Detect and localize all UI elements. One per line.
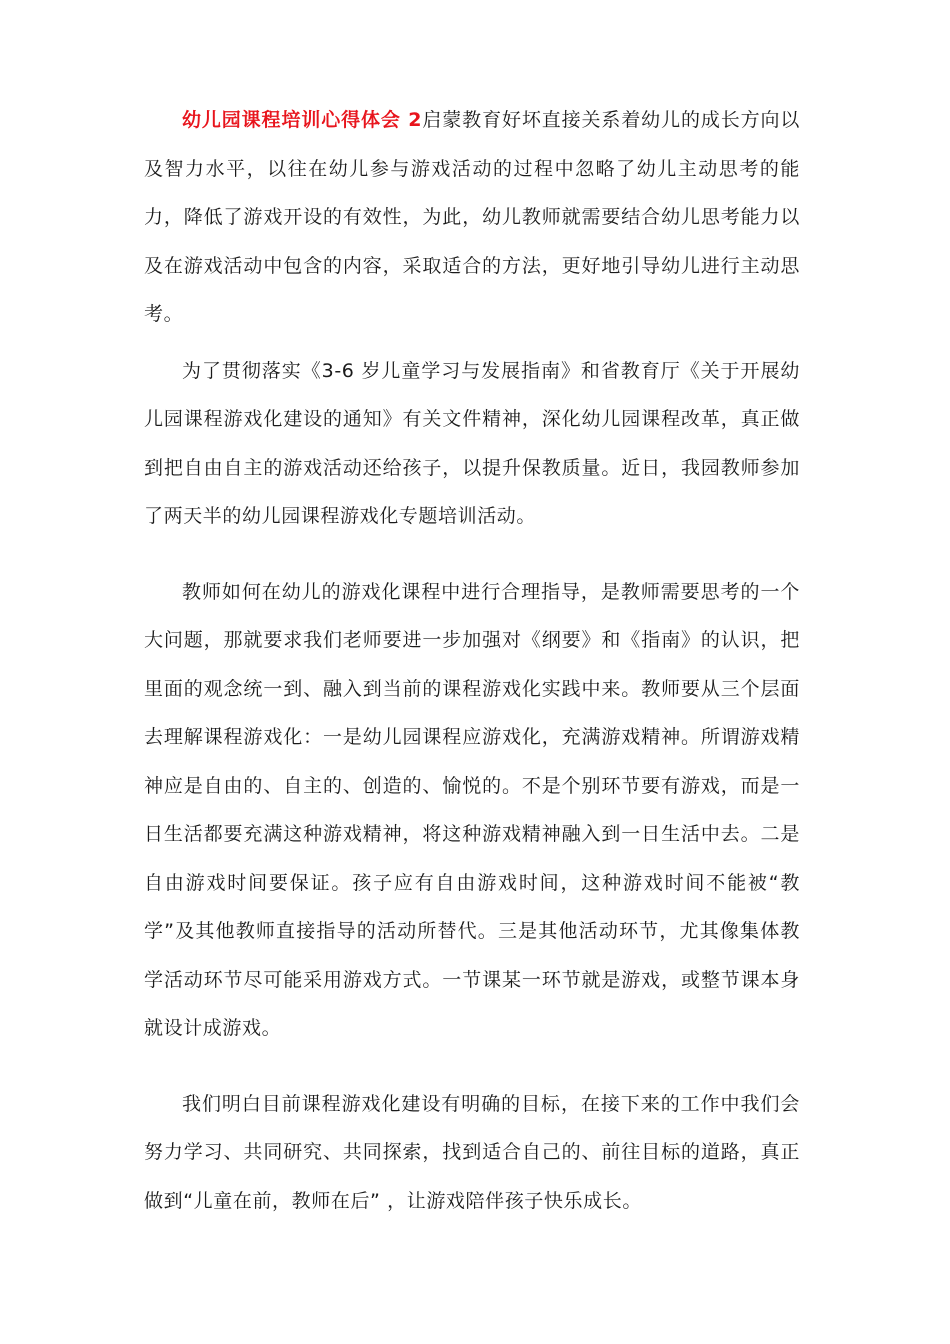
paragraph-1-text: 启蒙教育好坏直接关系着幼儿的成长方向以及智力水平，以往在幼儿参与游戏活动的过程中忽略了幼儿主动思考的能力，降低了游戏开设的有效性，为此，幼儿教师就需要结合幼儿思考能力以及在游戏活动中包含的内容，采取适合的方法，更好地引导幼儿进行主动思考。 (144, 109, 800, 325)
paragraph-intro (144, 96, 800, 339)
paragraph-3: 教师如何在幼儿的游戏化课程中进行合理指导，是教师需要思考的一个大问题，那就要求我们老师要进一步加强对《纲要》和《指南》的认识，把里面的观念统一到、融入到当前的课程游戏化实践中来。教师要从三个层面去理解课程游戏化：一是幼儿园课程应游戏化，充满游戏精神。所谓游戏精神应是自由的、自主的、创造的、愉悦的。不是个别环节要有游戏，而是一日生活都要充满这种游戏精神，将这种游戏精神融入到一日生活中去。二是自由游戏时间要保证。孩子应有自由游戏时间，这种游戏时间不能被“教学”及其他教师直接指导的活动所替代。三是其他活动环节，尤其像集体教学活动环节尽可能采用游戏方式。一节课某一环节就是游戏，或整节课本身就设计成游戏。 (144, 580, 800, 1039)
paragraph-2: 为了贯彻落实《3-6 岁儿童学习与发展指南》和省教育厅《关于开展幼儿园课程游戏化建设的通知》有关文件精神，深化幼儿园课程改革，真正做到把自由自主的游戏活动还给孩子，以提升保教质量。近日，我园教师参加了两天半的幼儿园课程游戏化专题培训活动。 (144, 359, 800, 527)
document-heading: 幼儿园课程培训心得体会 2 (182, 109, 423, 131)
paragraph-4: 我们明白目前课程游戏化建设有明确的目标，在接下来的工作中我们会努力学习、共同研究、共同探索，找到适合自己的、前往目标的道路，真正做到“儿童在前，教师在后” ，让游戏陪伴孩子快乐成长。 (144, 1092, 800, 1212)
document-body (144, 96, 800, 1225)
